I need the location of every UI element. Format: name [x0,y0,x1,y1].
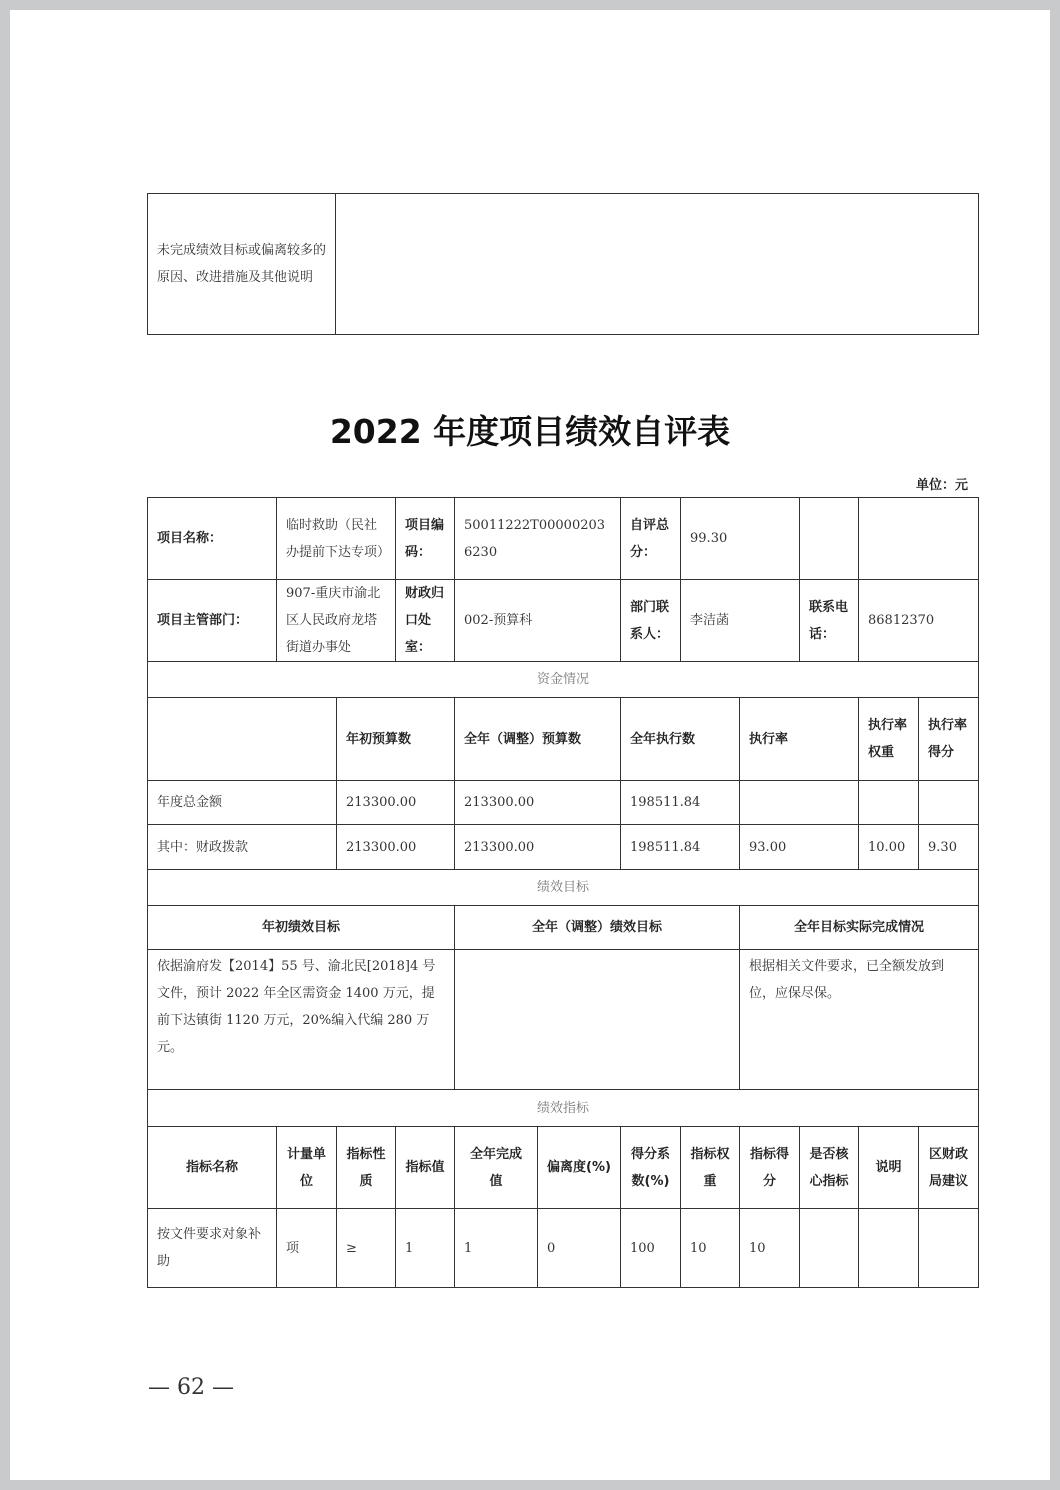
indicator-header: 偏离度(%) [538,1127,621,1209]
self-score-label: 自评总分： [621,498,681,580]
indicator-header: 指标得分 [740,1127,800,1209]
goals-section-header: 绩效目标 [148,870,979,906]
funds-row-label: 年度总金额 [148,781,337,825]
empty-cell [859,498,979,580]
previous-section-table [147,193,979,335]
funds-budget: 213300.00 [337,781,455,825]
indicator-header: 是否核心指标 [800,1127,859,1209]
funds-row-label: 其中：财政拨款 [148,825,337,870]
unfinished-reason-value [336,194,979,335]
contact-label: 部门联系人： [621,580,681,662]
goals-content-row [148,950,979,1090]
indicator-header: 计量单位 [277,1127,337,1209]
contact-value: 李洁菡 [681,580,800,662]
indicator-header: 指标性质 [337,1127,396,1209]
funds-executed: 198511.84 [621,825,740,870]
funds-budget: 213300.00 [337,825,455,870]
project-name-value: 临时救助（民社办提前下达专项） [277,498,396,580]
empty-cell [800,498,859,580]
self-evaluation-table [147,497,979,1288]
funds-adjusted: 213300.00 [455,825,621,870]
department-value: 907-重庆市渝北区人民政府龙塔街道办事处 [277,580,396,662]
page-number: — 62 — [148,1375,234,1400]
funds-rate: 93.00 [740,825,859,870]
funds-weight [859,781,919,825]
page-title: 2022 年度项目绩效自评表 [329,412,731,451]
department-label: 项目主管部门： [148,580,277,662]
project-name-label: 项目名称： [148,498,277,580]
funds-header: 执行率 [740,698,859,781]
indicator-header: 指标权重 [681,1127,740,1209]
funds-score [919,781,979,825]
table-row [148,781,979,825]
funds-header: 执行率得分 [919,698,979,781]
funds-header-row [148,698,979,781]
funds-header: 全年（调整）预算数 [455,698,621,781]
indicator-header: 全年完成值 [455,1127,538,1209]
goals-header: 全年目标实际完成情况 [740,906,979,950]
indicator-weight: 10 [681,1209,740,1288]
unfinished-reason-label: 未完成绩效目标或偏离较多的原因、改进措施及其他说明 [148,194,336,335]
indicator-nature: ≥ [337,1209,396,1288]
funds-header: 全年执行数 [621,698,740,781]
indicator-header: 指标值 [396,1127,455,1209]
indicator-coef: 100 [621,1209,681,1288]
indicator-header: 区财政局建议 [919,1127,979,1209]
table-row [148,825,979,870]
empty-cell [148,698,337,781]
indicator-done: 1 [455,1209,538,1288]
department-row [148,580,979,662]
indicators-header-row [148,1127,979,1209]
project-code-label: 项目编码： [396,498,455,580]
goals-header-row [148,906,979,950]
unit-label: 单位：元 [915,478,968,493]
finance-office-label: 财政归口处室： [396,580,455,662]
goals-header: 全年（调整）绩效目标 [455,906,740,950]
indicator-name: 按文件要求对象补助 [148,1209,277,1288]
indicators-section-header: 绩效指标 [148,1090,979,1127]
funds-rate [740,781,859,825]
project-code-value: 50011222T000002036230 [455,498,621,580]
funds-weight: 10.00 [859,825,919,870]
indicator-header: 指标名称 [148,1127,277,1209]
indicator-note [859,1209,919,1288]
self-score-value: 99.30 [681,498,800,580]
goals-header: 年初绩效目标 [148,906,455,950]
table-row [148,1209,979,1288]
document-page [10,10,1050,1480]
funds-section-header: 资金情况 [148,662,979,698]
indicator-value: 1 [396,1209,455,1288]
initial-goal-text: 依据渝府发【2014】55 号、渝北民[2018]4 号文件，预计 2022 年全区需资金 1400 万元，提前下达镇街 1120 万元，20%编入代编 280 万元。 [148,950,455,1090]
indicator-core [800,1209,859,1288]
phone-value: 86812370 [859,580,979,662]
funds-header: 执行率权重 [859,698,919,781]
indicator-score: 10 [740,1209,800,1288]
funds-adjusted: 213300.00 [455,781,621,825]
indicator-header: 说明 [859,1127,919,1209]
indicator-advice [919,1209,979,1288]
adjusted-goal-text [455,950,740,1090]
indicator-header: 得分系数(%) [621,1127,681,1209]
phone-label: 联系电话： [800,580,859,662]
project-name-row [148,498,979,580]
funds-executed: 198511.84 [621,781,740,825]
indicator-unit: 项 [277,1209,337,1288]
finance-office-value: 002-预算科 [455,580,621,662]
funds-score: 9.30 [919,825,979,870]
funds-header: 年初预算数 [337,698,455,781]
indicator-deviation: 0 [538,1209,621,1288]
actual-completion-text: 根据相关文件要求，已全额发放到位，应保尽保。 [740,950,979,1090]
